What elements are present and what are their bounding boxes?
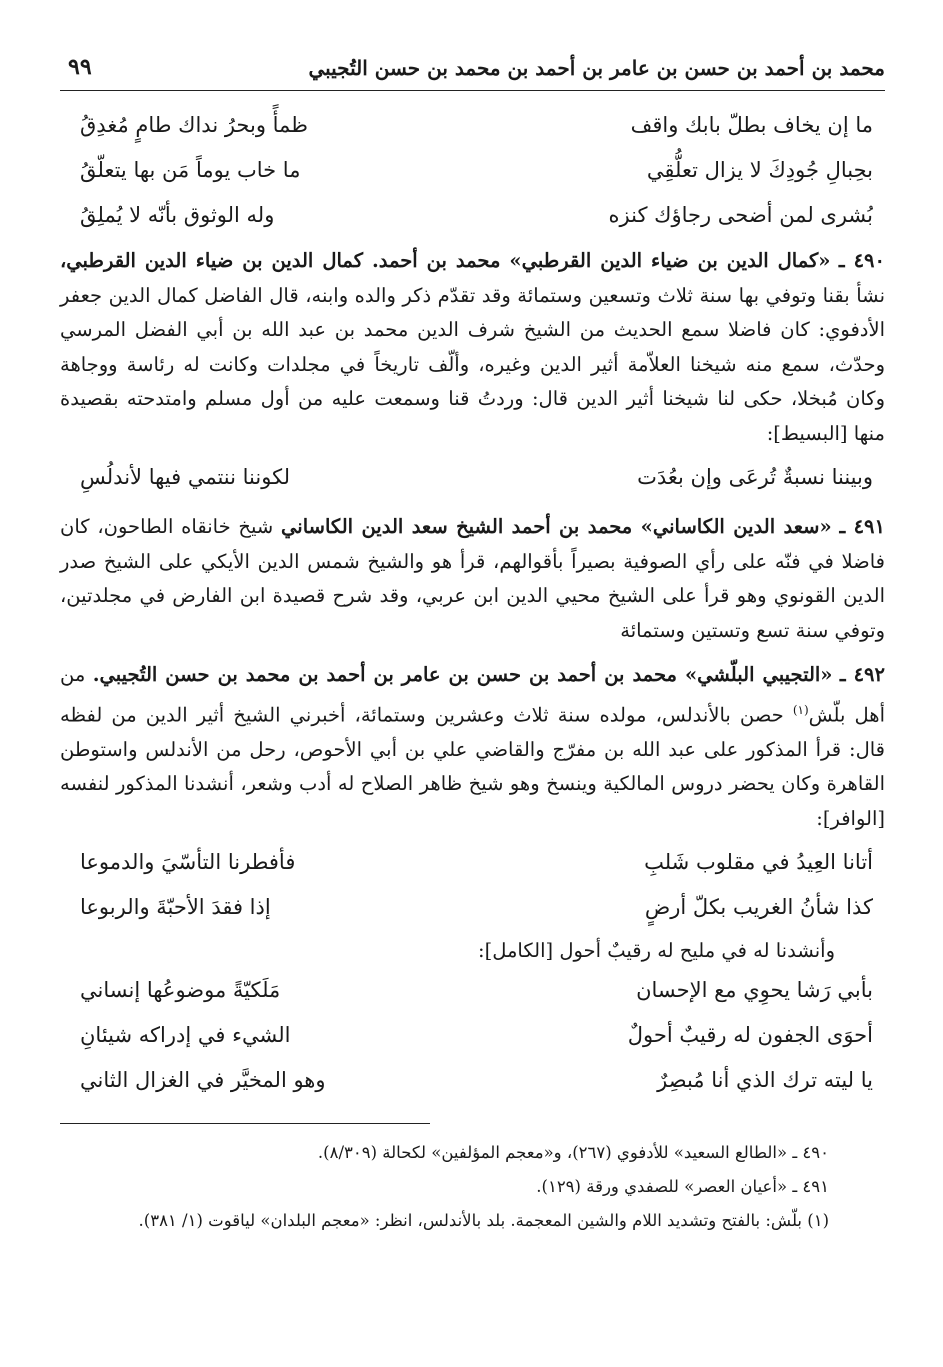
verse-line <box>60 1058 885 1103</box>
verse-first-hemistich: بحِبالِ جُودِكَ لا يزال تعلُّقِي <box>646 158 873 182</box>
entry-text: حصن بالأندلس، مولده سنة ثلاث وعشرين وستمائة، أخبرني الشيخ أثير الدين من لفظه قال: قرأ المذكور على عبد الله بن مفرّج والقاضي علي بن أبي الأحوص، رحل من الأندلس واستوطن القاهرة وكان يحضر دروس المالكية وينسخ وهو شيخ ظاهر الصلاح له أدب وشعر، أنشدنا المذكور لنفسه [الوافر]: <box>60 703 885 830</box>
entry-name: «سعد الدين الكاساني» محمد بن أحمد الشيخ سعد الدين الكاساني <box>281 515 832 538</box>
verse-first-hemistich: ما إن يخاف بطلّ بابك واقف <box>630 113 873 137</box>
entry-text: نشأ بقنا وتوفي بها سنة ثلاث وتسعين وستمائة وقد تقدّم ذكر والده وابنه، قال الفاضل كمال الدين جعفر الأدفوي: كان فاضلا سمع الحديث من الشيخ شرف الدين محمد بن عبد الله بن أبي الفضل المرسي وحدّث، سمع منه شيخنا العلاّمة أثير الدين وغيره، وألّف تاريخاً في مجلدات وكانت له رئاسة ووجاهة وكان مُبخلا، حكى لنا شيخنا أثير الدين قال: وردتُ قنا وسمعت عليه من أول مسلم وامتدحته بقصيدة منها [البسيط]: <box>60 283 885 445</box>
verse-line <box>60 148 885 193</box>
verse-second-hemistich: وهو المخيَّر في الغزال الثاني <box>80 1068 326 1092</box>
entry-text: من أهل بلّش <box>60 663 885 726</box>
running-header <box>60 48 885 91</box>
verse-second-hemistich: مَلَكيّةً موضوعُها إنساني <box>80 978 281 1002</box>
entry-number: ٤٩٢ ـ <box>839 663 885 686</box>
verse-second-hemistich: ظمأً وبحرُ نداك طامٍ مُغدِقُ <box>80 113 308 137</box>
footnote-491: ٤٩١ ـ «أعيان العصر» للصفدي ورقة (١٢٩). <box>536 1177 829 1196</box>
verse-second-hemistich: ما خاب يوماً مَن بها يتعلّقُ <box>80 158 301 182</box>
verse-second-hemistich: وله الوثوق بأنّه لا يُملِقُ <box>80 203 275 227</box>
verse-line <box>60 193 885 238</box>
entry-number: ٤٩٠ ـ <box>838 249 885 272</box>
verse-first-hemistich: أتانا العِيدُ في مقلوب شَلبِ <box>644 850 873 874</box>
footnotes <box>60 1136 885 1238</box>
verses-top <box>60 103 885 238</box>
verse-line <box>60 455 885 500</box>
verse-first-hemistich: وبيننا نسبةٌ تُرعَى وإن بعُدَت <box>637 465 873 489</box>
verses-492a <box>60 840 885 930</box>
verse-first-hemistich: يا ليته ترك الذي أنا مُبصِرٌ <box>657 1068 873 1092</box>
verse-second-hemistich: فأفطرنا التأسّيَ والدموعا <box>80 850 296 874</box>
footnote-separator <box>60 1123 430 1124</box>
verse-line <box>60 103 885 148</box>
footnote-490: ٤٩٠ ـ «الطالع السعيد» للأدفوي (٢٦٧)، و«معجم المؤلفين» لكحالة (٨/٣٠٩). <box>317 1143 829 1162</box>
verse-first-hemistich: بأبي رَشا يحوِي مع الإحسان <box>636 978 873 1002</box>
verse-line <box>60 1013 885 1058</box>
verses-492b <box>60 968 885 1103</box>
verse-first-hemistich: كذا شأنُ الغريب بكلّ أرضٍ <box>644 895 873 919</box>
entry-name: «كمال الدين بن ضياء الدين القرطبي» محمد بن أحمد. كمال الدين بن ضياء الدين القرطبي، <box>60 249 831 272</box>
verse-second-hemistich: إذا فقدَ الأحبّةَ والربوعا <box>80 895 271 919</box>
verse-first-hemistich: أحوَى الجفون له رقيبٌ أحولٌ <box>627 1023 873 1047</box>
verse-490 <box>60 455 885 500</box>
entry-name: «التجيبي البلّشي» محمد بن أحمد بن حسن بن عامر بن أحمد بن محمد بن حسن التُجيبي. <box>92 663 833 686</box>
entry-number: ٤٩١ ـ <box>839 515 885 538</box>
entry-491 <box>60 510 885 648</box>
verse-second-hemistich: لكوننا ننتمي فيها لأندلُسِ <box>80 465 291 489</box>
verse-line <box>60 840 885 885</box>
verse-intro: وأنشدنا له في مليح له رقيبٌ أحول [الكامل]: <box>478 939 835 962</box>
verse-second-hemistich: الشيء في إدراكه شيئانِ <box>80 1023 291 1047</box>
entry-text: شيخ خانقاه الطاحون، كان فاضلا في فنّه على رأي الصوفية بصيراً بأقوالهم، قرأ هو والشيخ شمس الدين الأيكي على الشيخ صدر الدين القونوي وهو قرأ على الشيخ محيي الدين ابن عربي، وقد شرح قصيدة ابن الفارض في مجلدتين، وتوفي سنة تسع وتستين وستمائة <box>60 515 885 642</box>
footnote-1: (١) بلّش: بالفتح وتشديد اللام والشين المعجمة. بلد بالأندلس، انظر: «معجم البلدان» لياقوت (١/ ٣٨١). <box>138 1211 829 1230</box>
entry-492 <box>60 658 885 836</box>
footnote-ref: (١) <box>792 702 809 717</box>
header-title: محمد بن أحمد بن حسن بن عامر بن أحمد بن محمد بن حسن التُجيبي <box>308 56 885 80</box>
verse-first-hemistich: بُشرى لمن أضحى رجاؤك كنزه <box>608 203 873 227</box>
entry-490 <box>60 244 885 451</box>
verse-line <box>60 968 885 1013</box>
verse-line <box>60 885 885 930</box>
page-number: ٩٩ <box>68 54 92 80</box>
